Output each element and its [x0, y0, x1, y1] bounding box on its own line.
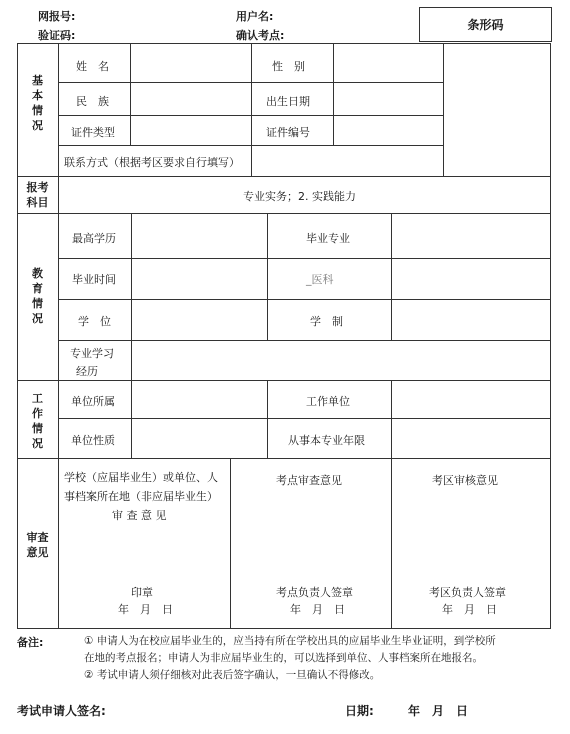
- grid-line: [17, 458, 551, 459]
- ethnicity-label: 民 族: [76, 95, 109, 108]
- review-col3-sign: 考区负责人签章: [429, 586, 506, 599]
- grid-line: [58, 458, 59, 629]
- study-history-label-2: 经历: [76, 365, 98, 378]
- contact-label: 联系方式（根据考区要求自行填写）: [64, 156, 240, 169]
- grid-line: [130, 43, 131, 146]
- section-education-label: 教 育 情 况: [32, 267, 43, 325]
- note-1-line1: ① 申请人为在校应届毕业生的，应当持有所在学校出具的应届毕业生毕业证明，到学校所: [84, 635, 496, 647]
- years-label: 从事本专业年限: [288, 434, 365, 447]
- grid-line: [17, 380, 551, 381]
- subject-value: 专业实务；2. 实践能力: [243, 190, 356, 203]
- highest-degree-label: 最高学历: [72, 232, 116, 245]
- grid-line: [131, 380, 132, 458]
- grid-line: [391, 380, 392, 458]
- username-label: 用户名:: [236, 10, 274, 23]
- name-label: 姓 名: [76, 60, 109, 73]
- gender-label: 性 别: [272, 60, 305, 73]
- grid-line: [58, 43, 59, 458]
- review-col2-sign: 考点负责人签章: [276, 586, 353, 599]
- grad-school-partial: _医科: [306, 273, 334, 286]
- grid-line: [267, 213, 268, 340]
- grad-major-label: 毕业专业: [306, 232, 350, 245]
- note-2: ② 考试申请人须仔细核对此表后签字确认，一旦确认不得修改。: [84, 669, 381, 681]
- date-value: 年 月 日: [408, 704, 469, 718]
- section-review-label: 审查 意见: [26, 531, 49, 559]
- grid-line: [267, 380, 268, 458]
- birthdate-label: 出生日期: [266, 95, 310, 108]
- notes-label: 备注:: [17, 636, 44, 649]
- barcode-box: [419, 7, 552, 42]
- confirm-site-label: 确认考点:: [236, 29, 285, 42]
- barcode-label: 条形码: [467, 18, 504, 32]
- review-col1-seal: 印章: [131, 586, 153, 599]
- captcha-label: 验证码:: [38, 29, 76, 42]
- grid-line: [131, 213, 132, 380]
- review-col1-line1: 学校（应届毕业生）或单位、人: [64, 471, 218, 484]
- grid-line: [251, 43, 252, 176]
- review-col3-date: 年 月 日: [442, 603, 497, 616]
- review-col1-line3: 审 查 意 见: [112, 509, 167, 522]
- degree-label: 学 位: [78, 315, 111, 328]
- grid-line: [230, 458, 231, 629]
- unit-nature-label: 单位性质: [71, 434, 115, 447]
- review-col3-title: 考区审核意见: [432, 474, 498, 487]
- reg-no-label: 网报号:: [38, 10, 76, 23]
- section-basic-label: 基 本 情 况: [32, 74, 43, 132]
- grid-line: [17, 628, 551, 629]
- signature-label: 考试申请人签名:: [17, 704, 106, 718]
- section-work-label: 工 作 情 况: [32, 392, 43, 450]
- system-label: 学 制: [310, 315, 343, 328]
- grid-line: [443, 43, 444, 176]
- grid-line: [550, 43, 551, 629]
- review-col1-line2: 事档案所在地（非应届毕业生）: [64, 490, 218, 503]
- id-type-label: 证件类型: [71, 126, 115, 139]
- grid-line: [391, 458, 392, 629]
- review-col2-date: 年 月 日: [290, 603, 345, 616]
- grid-line: [17, 176, 551, 177]
- id-number-label: 证件编号: [266, 126, 310, 139]
- grid-line: [17, 43, 551, 44]
- section-subject-label: 报考 科目: [26, 181, 49, 209]
- grid-line: [333, 43, 334, 146]
- review-col2-title: 考点审查意见: [276, 474, 342, 487]
- employer-label: 工作单位: [306, 395, 350, 408]
- grad-time-label: 毕业时间: [72, 273, 116, 286]
- date-label: 日期:: [345, 704, 374, 718]
- grid-line: [17, 213, 551, 214]
- study-history-label-1: 专业学习: [70, 347, 114, 360]
- grid-line: [391, 213, 392, 340]
- note-1-line2: 在地的考点报名；申请人为非应届毕业生的，可以选择到单位、人事档案所在地报名。: [84, 652, 483, 664]
- review-col1-date: 年 月 日: [118, 603, 173, 616]
- employer-type-label: 单位所属: [71, 395, 115, 408]
